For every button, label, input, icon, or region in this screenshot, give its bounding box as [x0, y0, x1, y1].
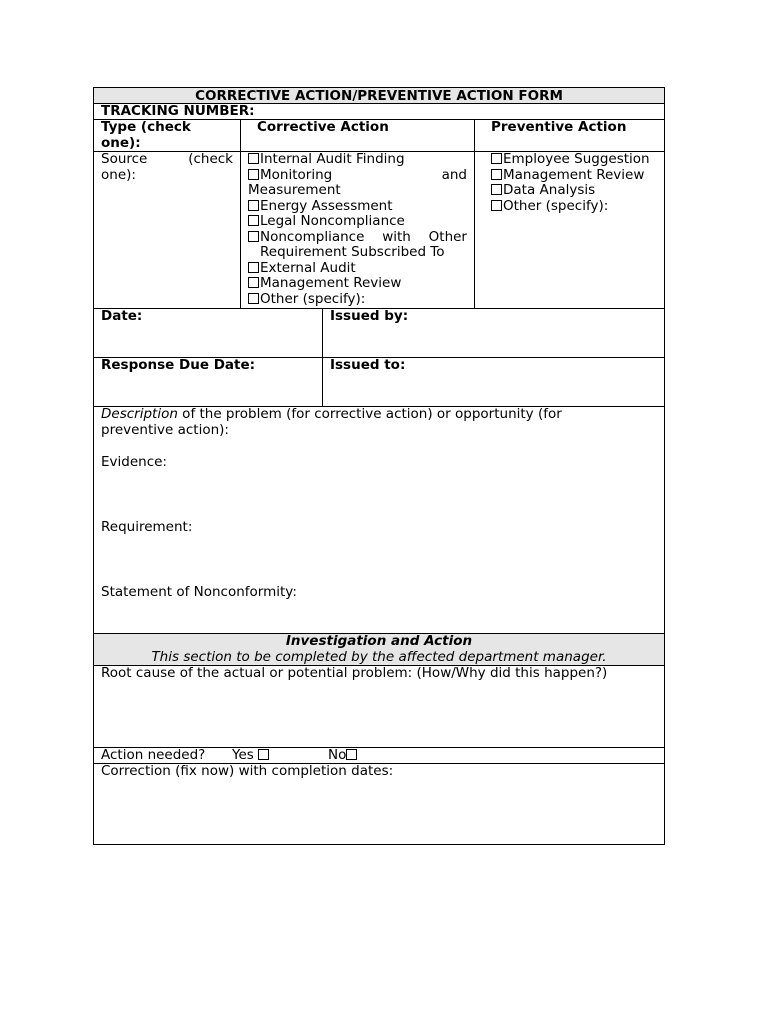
checkbox[interactable]	[248, 262, 259, 273]
investigation-header	[93, 634, 665, 666]
correction-label: Correction (fix now) with completion dates:	[101, 763, 394, 779]
source-energy-assessment[interactable]	[248, 199, 467, 215]
source-external-audit-label: External Audit	[260, 259, 356, 276]
source-label-line2: one):	[101, 166, 136, 183]
preventive-data-analysis[interactable]	[491, 183, 657, 199]
issued-to-label: Issued to:	[330, 357, 406, 373]
source-monitoring[interactable]	[248, 168, 467, 199]
checkbox[interactable]	[491, 153, 502, 164]
capa-form	[93, 87, 665, 845]
checkbox[interactable]	[248, 169, 259, 180]
source-noncomp-word1: Noncompliance	[260, 228, 365, 245]
source-row	[93, 152, 665, 309]
description-line2: preventive action):	[101, 421, 229, 438]
source-label-word2: (check	[188, 151, 233, 167]
date-row	[93, 309, 665, 358]
type-label	[94, 120, 240, 151]
tracking-number-label: TRACKING NUMBER:	[101, 103, 255, 119]
source-label	[94, 152, 240, 308]
yes-label: Yes	[232, 747, 254, 763]
type-row	[93, 120, 665, 152]
checkbox[interactable]	[248, 231, 259, 242]
description-italic: Description	[101, 406, 178, 422]
source-legal-noncompliance[interactable]	[248, 214, 467, 230]
source-other[interactable]	[248, 292, 467, 308]
action-needed-content	[94, 748, 664, 763]
action-needed-row	[93, 748, 665, 764]
no-label: No	[328, 747, 347, 763]
corrective-sources	[240, 152, 474, 308]
preventive-source-label: Management Review	[503, 166, 645, 183]
yes-option[interactable]	[232, 748, 270, 763]
preventive-employee-suggestion[interactable]	[491, 152, 657, 168]
description-rest: of the problem (for corrective action) or opportunity (for	[177, 406, 562, 422]
investigation-title: Investigation and Action	[285, 633, 473, 649]
type-label-line2: one):	[101, 134, 141, 151]
source-other-label: Other (specify):	[260, 290, 366, 307]
form-title-row	[93, 87, 665, 104]
preventive-source-label: Other (specify):	[503, 197, 609, 214]
form-title: CORRECTIVE ACTION/PREVENTIVE ACTION FORM	[195, 88, 563, 104]
source-internal-audit[interactable]	[248, 152, 467, 168]
description-line1	[101, 407, 657, 423]
checkbox[interactable]	[248, 293, 259, 304]
issued-to-field[interactable]	[322, 358, 664, 406]
checkbox[interactable]	[248, 153, 259, 164]
source-label-word1: Source	[101, 151, 148, 167]
no-option[interactable]	[328, 748, 358, 763]
source-monitoring-line2: Measurement	[248, 182, 341, 198]
preventive-source-label: Data Analysis	[503, 182, 596, 198]
source-energy-label: Energy Assessment	[260, 197, 393, 214]
description-content	[94, 407, 664, 633]
issued-by-field[interactable]	[322, 309, 664, 357]
investigation-header-text	[94, 634, 664, 665]
correction-section[interactable]	[93, 764, 665, 845]
preventive-sources	[474, 152, 664, 308]
type-label-line1: Type (check	[101, 119, 191, 135]
evidence-label: Evidence:	[101, 454, 167, 470]
root-cause-section[interactable]	[93, 666, 665, 748]
preventive-other[interactable]	[491, 199, 657, 215]
checkbox[interactable]	[491, 200, 502, 211]
source-legal-label: Legal Noncompliance	[260, 213, 405, 229]
source-monitoring-word2: and	[441, 166, 467, 183]
action-needed-label: Action needed?	[101, 747, 206, 763]
checkbox[interactable]	[491, 169, 502, 180]
preventive-action-header[interactable]: Preventive Action	[474, 120, 664, 151]
root-cause-label: Root cause of the actual or potential problem: (How/Why did this happen?)	[101, 665, 608, 681]
description-section[interactable]	[93, 407, 665, 634]
checkbox[interactable]	[248, 277, 259, 288]
source-external-audit[interactable]	[248, 261, 467, 277]
source-internal-audit-label: Internal Audit Finding	[260, 151, 405, 167]
date-field[interactable]	[94, 309, 322, 357]
statement-label: Statement of Nonconformity:	[101, 584, 297, 600]
yes-checkbox[interactable]	[258, 749, 269, 760]
source-noncompliance-other[interactable]	[248, 230, 467, 261]
source-monitoring-word1: Monitoring	[260, 166, 333, 183]
source-management-review-label: Management Review	[260, 275, 402, 291]
response-due-label: Response Due Date:	[101, 357, 256, 373]
issued-by-label: Issued by:	[330, 308, 409, 324]
checkbox[interactable]	[491, 184, 502, 195]
no-checkbox[interactable]	[346, 749, 357, 760]
response-due-field[interactable]	[94, 358, 322, 406]
preventive-source-label: Employee Suggestion	[503, 151, 650, 167]
source-noncomp-line2: Requirement Subscribed To	[260, 244, 445, 260]
source-noncomp-word3: Other	[428, 228, 467, 245]
date-label: Date:	[101, 308, 143, 324]
checkbox[interactable]	[248, 215, 259, 226]
source-management-review[interactable]	[248, 276, 467, 292]
corrective-action-header[interactable]: Corrective Action	[240, 120, 474, 151]
response-row	[93, 358, 665, 407]
checkbox[interactable]	[248, 200, 259, 211]
preventive-management-review[interactable]	[491, 168, 657, 184]
investigation-subtitle: This section to be completed by the affected department manager.	[151, 648, 607, 665]
tracking-number-row[interactable]	[93, 104, 665, 120]
source-noncomp-word2: with	[382, 228, 411, 245]
requirement-label: Requirement:	[101, 518, 193, 535]
